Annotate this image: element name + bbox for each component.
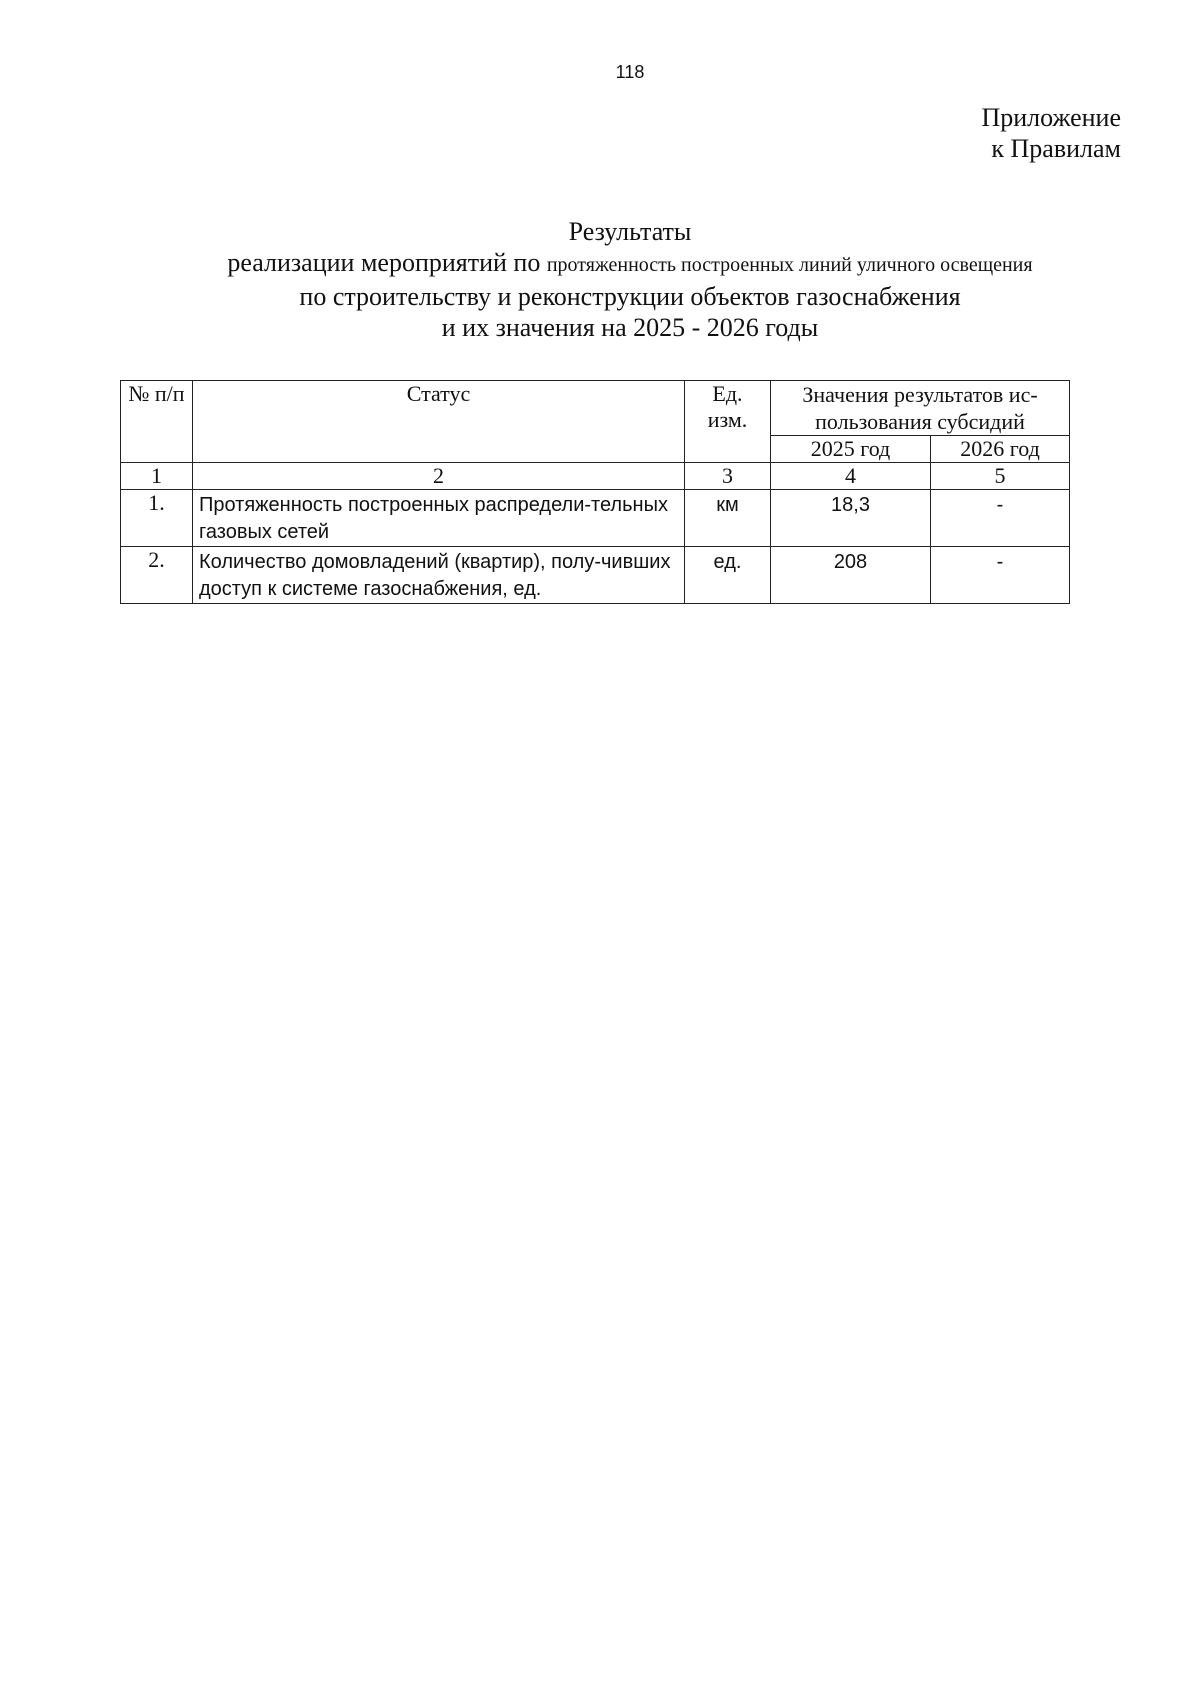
row-unit: км bbox=[685, 490, 771, 547]
document-title bbox=[0, 216, 1200, 343]
title-line-2 bbox=[0, 247, 1200, 281]
title-line-1: Результаты bbox=[568, 217, 692, 246]
row-value-2026: - bbox=[931, 547, 1070, 604]
row-status: Количество домовладений (квартир), полу-чивших доступ к системе газоснабжения, ед. bbox=[193, 547, 685, 604]
row-status: Протяженность построенных распредели-тельных газовых сетей bbox=[193, 490, 685, 547]
header-year-2026: 2026 год bbox=[931, 436, 1070, 463]
title-line-2-part-1: реализации мероприятий по bbox=[227, 248, 547, 277]
column-index-cell: 3 bbox=[685, 463, 771, 490]
title-line-2-part-2: протяженность построенных линий уличного освещения bbox=[546, 254, 1033, 276]
row-value-2025: 208 bbox=[771, 547, 931, 604]
row-value-2025: 18,3 bbox=[771, 490, 931, 547]
header-status: Статус bbox=[193, 381, 685, 463]
column-index-cell: 1 bbox=[121, 463, 193, 490]
table-row bbox=[121, 490, 1070, 547]
header-unit: Ед. изм. bbox=[685, 381, 771, 463]
row-value-2026: - bbox=[931, 490, 1070, 547]
title-line-3: по строительству и реконструкции объектов газоснабжения bbox=[299, 282, 961, 311]
title-line-4: и их значения на 2025 - 2026 годы bbox=[441, 313, 819, 342]
header-row bbox=[121, 381, 1070, 436]
appendix-line-2: к Правилам bbox=[991, 134, 1121, 163]
table-row bbox=[121, 547, 1070, 604]
results-table bbox=[120, 380, 1070, 604]
page-number: 118 bbox=[615, 62, 645, 82]
row-num: 1. bbox=[121, 490, 193, 547]
appendix-line-1: Приложение bbox=[981, 103, 1121, 132]
column-index-row bbox=[121, 463, 1070, 490]
row-num: 2. bbox=[121, 547, 193, 604]
header-values: Значения результатов ис-пользования субсидий bbox=[771, 381, 1070, 436]
header-num: № п/п bbox=[121, 381, 193, 463]
column-index-cell: 2 bbox=[193, 463, 685, 490]
column-index-cell: 4 bbox=[771, 463, 931, 490]
header-year-2025: 2025 год bbox=[771, 436, 931, 463]
column-index-cell: 5 bbox=[931, 463, 1070, 490]
row-unit: ед. bbox=[685, 547, 771, 604]
appendix-note bbox=[981, 102, 1121, 164]
